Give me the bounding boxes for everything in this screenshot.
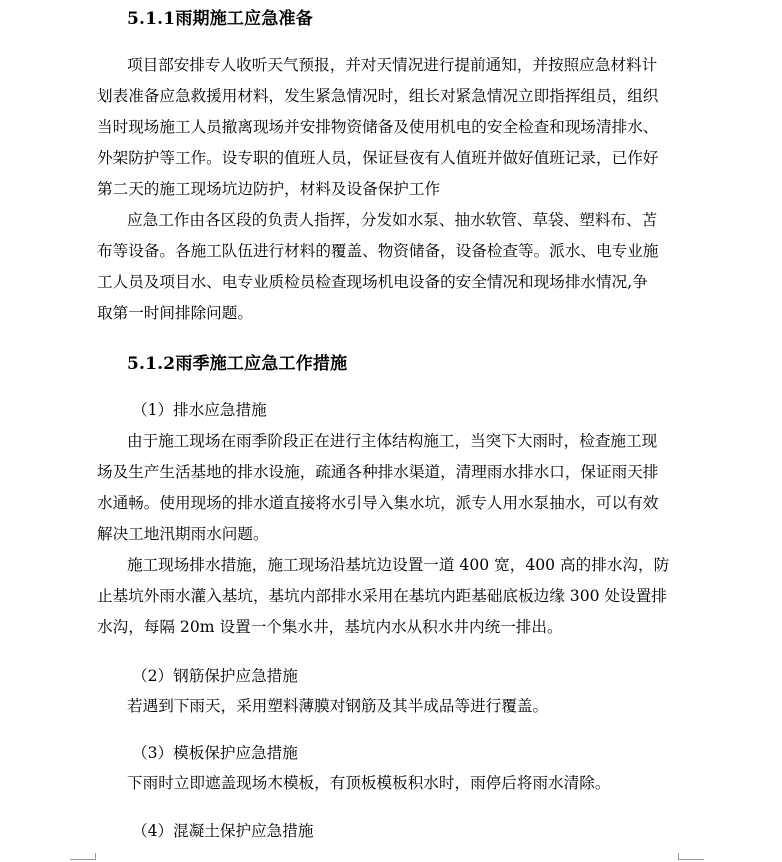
paragraph-line: 布等设备。各施工队伍进行材料的覆盖、物资储备，设备检查等。派水、电专业施 bbox=[97, 242, 659, 260]
paragraph-line: 当时现场施工人员撤离现场并安排物资储备及使用机电的安全检查和现场清排水、 bbox=[97, 118, 659, 136]
section-heading-5-1-2: 5.1.2雨季施工应急工作措施 bbox=[127, 354, 348, 374]
section-heading-5-1-1: 5.1.1雨期施工应急准备 bbox=[127, 9, 313, 29]
paragraph-line: 取第一时间排除问题。 bbox=[97, 304, 253, 322]
paragraph-line: 应急工作由各区段的负责人指挥，分发如水泵、抽水软管、草袋、塑料布、苫 bbox=[127, 211, 658, 229]
paragraph-line: 第二天的施工现场坑边防护，材料及设备保护工作 bbox=[97, 180, 441, 198]
page-corner-mark-left bbox=[70, 859, 96, 860]
paragraph-line: 水沟，每隔 20m 设置一个集水井，基坑内水从积水井内统一排出。 bbox=[97, 618, 563, 636]
paragraph-line: 施工现场排水措施，施工现场沿基坑边设置一道 400 宽，400 高的排水沟，防 bbox=[127, 556, 670, 574]
paragraph-line: 由于施工现场在雨季阶段正在进行主体结构施工，当突下大雨时，检查施工现 bbox=[127, 432, 658, 450]
paragraph-line: 项目部安排专人收听天气预报，并对天情况进行提前通知，并按照应急材料计 bbox=[127, 56, 658, 74]
item-title: （1）排水应急措施 bbox=[132, 401, 267, 419]
paragraph-line: 划表准备应急救援用材料，发生紧急情况时，组长对紧急情况立即指挥组员，组织 bbox=[97, 87, 659, 105]
paragraph-line: 外架防护等工作。设专职的值班人员，保证昼夜有人值班并做好值班记录，已作好 bbox=[97, 149, 659, 167]
paragraph-line: 解决工地汛期雨水问题。 bbox=[97, 525, 269, 543]
item-title: （2）钢筋保护应急措施 bbox=[132, 667, 298, 685]
paragraph-line: 下雨时立即遮盖现场木模板，有顶板模板积水时，雨停后将雨水清除。 bbox=[127, 774, 611, 792]
paragraph-line: 若遇到下雨天，采用塑料薄膜对钢筋及其半成品等进行覆盖。 bbox=[127, 697, 549, 715]
paragraph-line: 场及生产生活基地的排水设施，疏通各种排水渠道，清理雨水排水口，保证雨天排 bbox=[97, 463, 659, 481]
page-corner-mark-right bbox=[678, 859, 704, 860]
paragraph-line: 止基坑外雨水灌入基坑，基坑内部排水采用在基坑内距基础底板边缘 300 处设置排 bbox=[97, 587, 667, 605]
item-title: （4）混凝土保护应急措施 bbox=[132, 822, 314, 840]
item-title: （3）模板保护应急措施 bbox=[132, 744, 298, 762]
paragraph-line: 工人员及项目水、电专业质检员检查现场机电设备的安全情况和现场排水情况,争 bbox=[97, 273, 648, 291]
paragraph-line: 水通畅。使用现场的排水道直接将水引导入集水坑，派专人用水泵抽水，可以有效 bbox=[97, 494, 659, 512]
